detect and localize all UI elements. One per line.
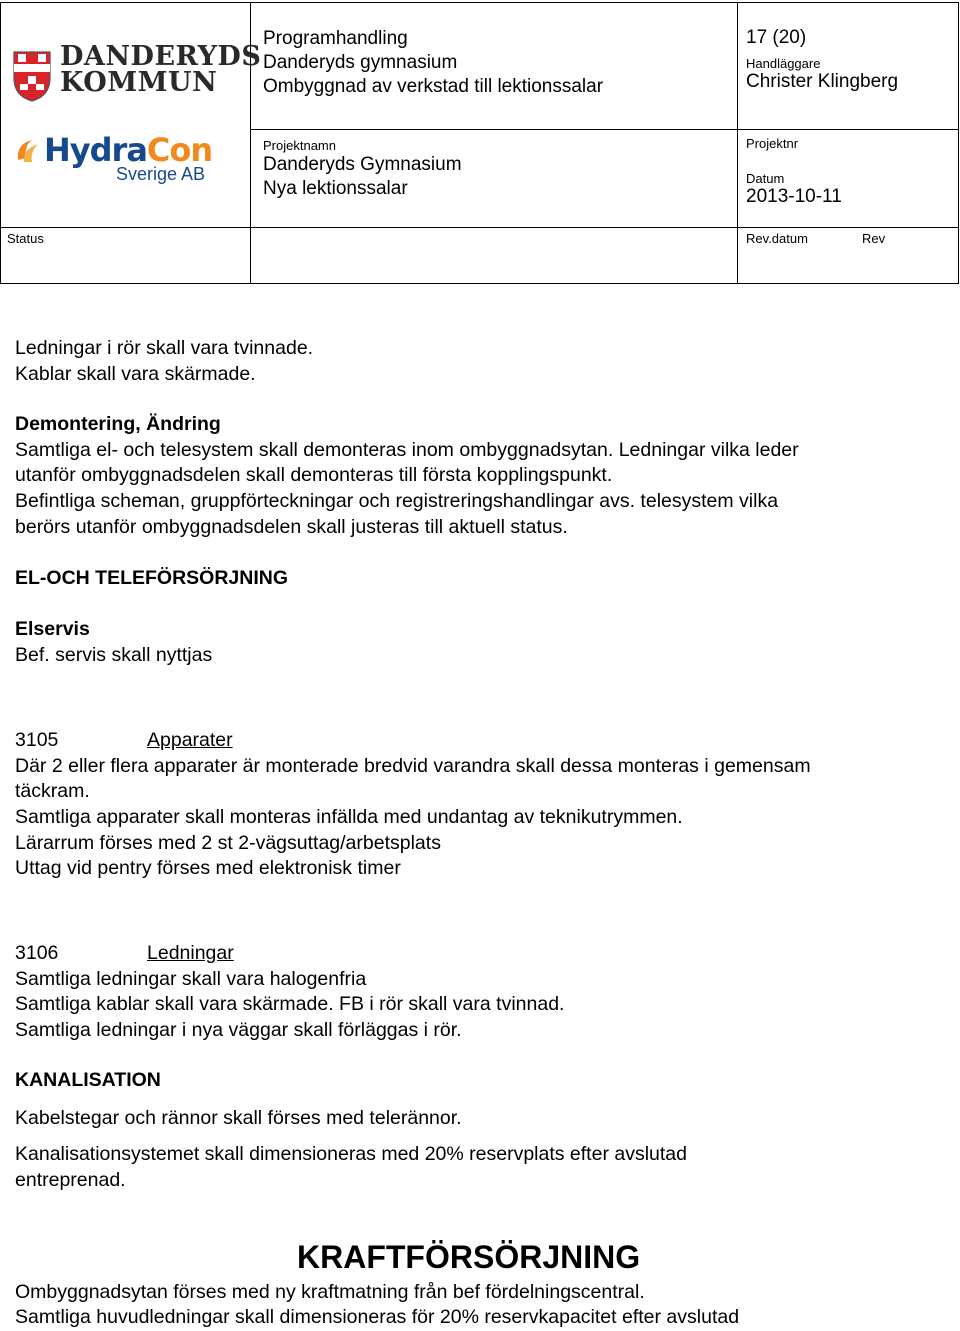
section-heading-el-tele: EL-OCH TELEFÖRSÖRJNING: [15, 567, 289, 589]
body-line: entreprenad.: [15, 1169, 126, 1191]
header-border-left: [0, 2, 1, 283]
danderyd-logo-text: DANDERYDS KOMMUN: [60, 41, 262, 98]
page-number: 17 (20): [746, 27, 807, 48]
hydracon-logo: HydraCon: [44, 131, 213, 169]
body-line: berörs utanför ombyggnadsdelen skall justeras till aktuell status.: [15, 516, 568, 538]
section-heading-kraftforsorjning: KRAFTFÖRSÖRJNING: [297, 1239, 641, 1275]
status-label: Status: [7, 231, 44, 246]
projektnamn-line2: Nya lektionssalar: [263, 178, 408, 199]
body-line: Lärarrum förses med 2 st 2-vägsuttag/arbetsplats: [15, 832, 441, 854]
handlaggare-label: Handläggare: [746, 56, 821, 71]
body-line: Ledningar i rör skall vara tvinnade.: [15, 337, 314, 359]
body-line: täckram.: [15, 780, 90, 802]
projektnamn-label: Projektnamn: [263, 138, 336, 153]
body-line: Samtliga ledningar i nya väggar skall förläggas i rör.: [15, 1019, 462, 1041]
body-line: Samtliga el- och telesystem skall demonteras inom ombyggnadsytan. Ledningar vilka leder: [15, 439, 799, 461]
body-line: utanför ombyggnadsdelen skall demonteras till första kopplingspunkt.: [15, 464, 613, 486]
rev-label: Rev: [862, 231, 886, 246]
body-line: Samtliga ledningar skall vara halogenfria: [15, 968, 367, 990]
body-line: Kanalisationsystemet skall dimensioneras med 20% reservplats efter avslutad: [15, 1143, 687, 1165]
project-description: Ombyggnad av verkstad till lektionssalar: [263, 76, 604, 97]
revdatum-label: Rev.datum: [746, 231, 808, 246]
projektnamn-line1: Danderyds Gymnasium: [263, 154, 462, 175]
body-line: Befintliga scheman, gruppförteckningar och registreringshandlingar avs. telesystem vilka: [15, 490, 779, 512]
body-line: Ombyggnadsytan förses med ny kraftmatning från bef fördelningscentral.: [15, 1281, 645, 1303]
body-line: Uttag vid pentry förses med elektronisk timer: [15, 857, 401, 879]
section-number-3105: 3105: [15, 729, 59, 751]
hydracon-swirl-icon: [14, 136, 44, 166]
header-divider-1: [250, 129, 959, 130]
body-line: Kabelstegar och rännor skall förses med telerännor.: [15, 1107, 462, 1129]
hydracon-subtitle: Sverige AB: [116, 164, 206, 184]
datum-value: 2013-10-11: [746, 186, 842, 207]
section-heading-elservis: Elservis: [15, 618, 90, 640]
body-line: Samtliga huvudledningar skall dimensioneras för 20% reservkapacitet efter avslutad: [15, 1306, 740, 1328]
handlaggare-value: Christer Klingberg: [746, 71, 899, 92]
section-title-apparater: Apparater: [147, 729, 233, 751]
section-heading-kanalisation: KANALISATION: [15, 1069, 161, 1091]
header-border-right: [958, 2, 959, 283]
projektnr-label: Projektnr: [746, 136, 799, 151]
body-line: Där 2 eller flera apparater är monterade bredvid varandra skall dessa monteras i gemensam: [15, 755, 811, 777]
doc-type: Programhandling: [263, 28, 408, 49]
header-border-bottom: [0, 283, 959, 284]
danderyd-crest-icon: [12, 50, 52, 102]
section-number-3106: 3106: [15, 942, 59, 964]
body-line: Samtliga kablar skall vara skärmade. FB i rör skall vara tvinnad.: [15, 993, 565, 1015]
body-line: Bef. servis skall nyttjas: [15, 644, 213, 666]
section-title-ledningar: Ledningar: [147, 942, 234, 964]
section-heading-demontering: Demontering, Ändring: [15, 413, 221, 435]
datum-label: Datum: [746, 171, 785, 186]
body-line: Samtliga apparater skall monteras infällda med undantag av teknikutrymmen.: [15, 806, 683, 828]
body-line: Kablar skall vara skärmade.: [15, 363, 256, 385]
header-border-top: [0, 2, 959, 3]
header-col-divider-2: [737, 2, 738, 283]
school-name: Danderyds gymnasium: [263, 52, 458, 73]
header-divider-2: [0, 227, 959, 228]
